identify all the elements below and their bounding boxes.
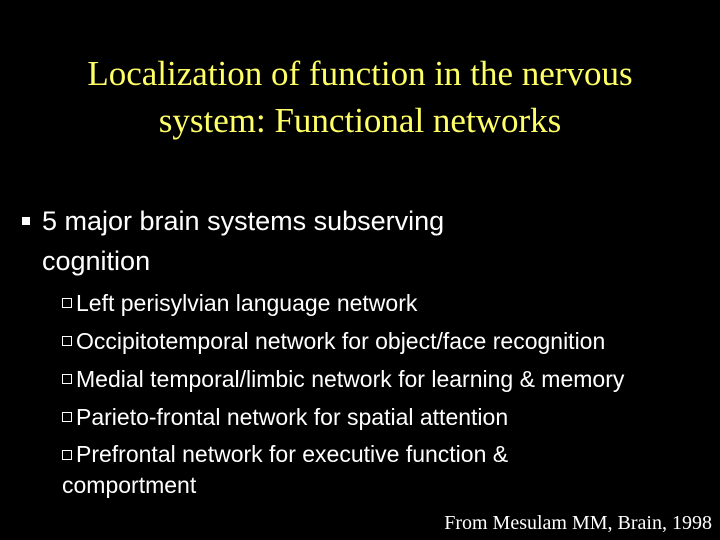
hollow-square-bullet-icon: [62, 336, 72, 346]
main-bullet-line-1: 5 major brain systems subserving: [42, 206, 445, 236]
hollow-square-bullet-icon: [62, 374, 72, 384]
sub-bullet-item: [62, 284, 712, 322]
title-line-2: system: Functional networks: [158, 101, 562, 140]
hollow-square-bullet-icon: [62, 412, 72, 422]
slide-title: [20, 50, 700, 144]
sub-bullet-list: [62, 284, 712, 501]
sub-bullet-item: [62, 322, 712, 360]
sub-bullet-continuation: comportment: [62, 472, 197, 498]
hollow-square-bullet-icon: [62, 450, 72, 460]
title-line-1: Localization of function in the nervous: [87, 54, 633, 93]
sub-bullet-text: Parieto-frontal network for spatial attention: [76, 404, 509, 430]
sub-bullet-item: [62, 436, 712, 501]
main-bullet-line-2: cognition: [42, 246, 151, 276]
sub-bullet-text: Prefrontal network for executive function &: [76, 441, 509, 467]
square-bullet-icon: [22, 217, 30, 225]
main-bullet: [22, 201, 662, 281]
sub-bullet-text: Medial temporal/limbic network for learning & memory: [76, 366, 625, 392]
sub-bullet-item: [62, 360, 712, 398]
sub-bullet-text: Occipitotemporal network for object/face recognition: [76, 328, 606, 354]
hollow-square-bullet-icon: [62, 298, 72, 308]
citation: From Mesulam MM, Brain, 1998: [444, 512, 712, 534]
sub-bullet-text: Left perisylvian language network: [76, 290, 418, 316]
sub-bullet-item: [62, 398, 712, 436]
